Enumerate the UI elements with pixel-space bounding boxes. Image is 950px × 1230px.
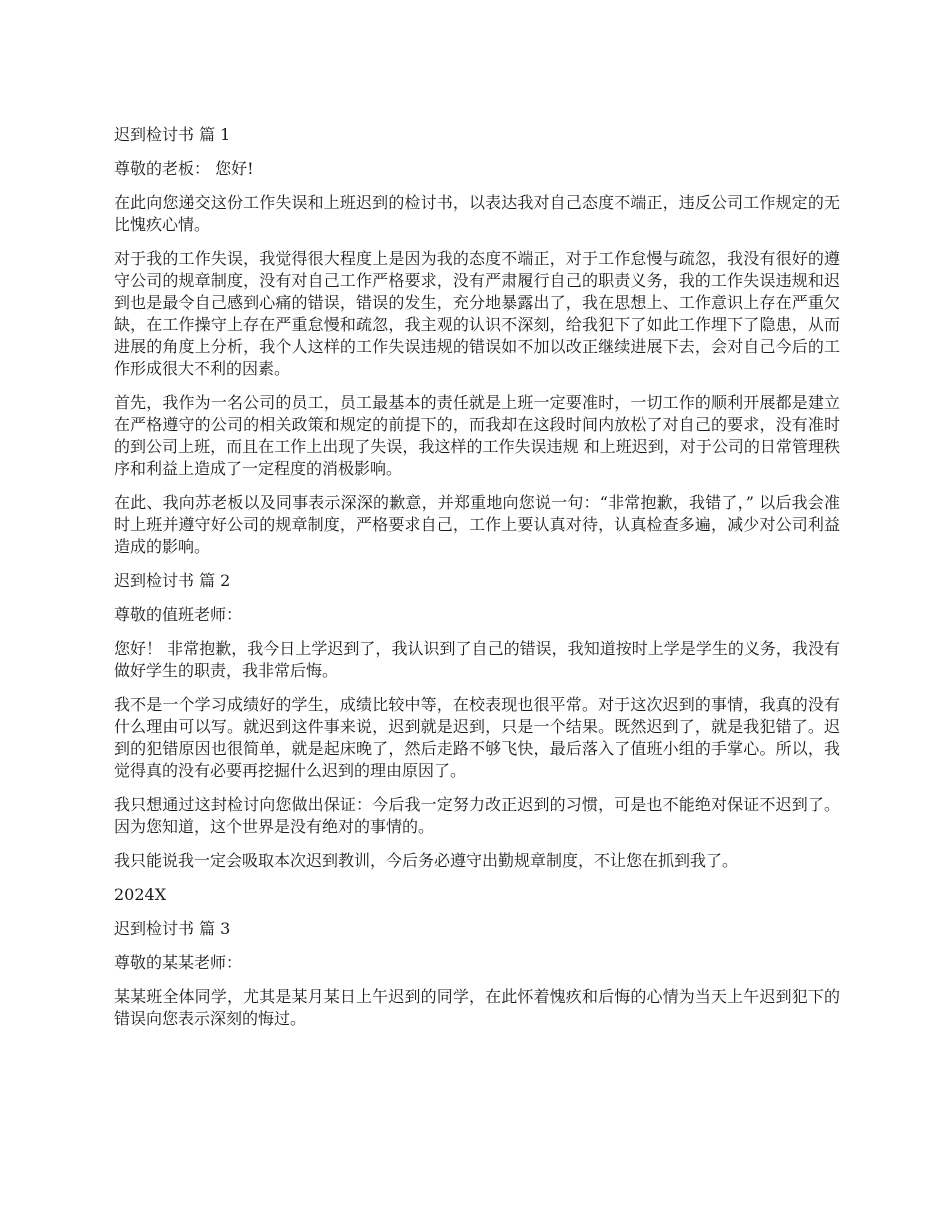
paragraph: 我不是一个学习成绩好的学生，成绩比较中等，在校表现也很平常。对于这次迟到的事情，我真的没有什么理由可以写。就迟到这件事来说，迟到就是迟到，只是一个结果。既然迟到了，就是我犯错了。迟到的犯错原因也很简单，就是起床晚了，然后走路不够飞快，最后落入了值班小组的手掌心。所以，我觉得真的没有必要再挖掘什么迟到的理由原因了。 xyxy=(114,695,840,780)
paragraph: 我只能说我一定会吸取本次迟到教训，今后务必遵守出勤规章制度，不让您在抓到我了。 xyxy=(114,851,739,870)
section-heading-3: 迟到检讨书 篇 3 xyxy=(114,919,231,938)
paragraph: 某某班全体同学，尤其是某月某日上午迟到的同学，在此怀着愧疚和后悔的心情为当天上午迟到犯下的错误向您表示深刻的悔过。 xyxy=(114,987,840,1028)
section-heading-2: 迟到检讨书 篇 2 xyxy=(114,571,231,590)
salutation: 尊敬的某某老师： xyxy=(114,953,243,972)
paragraph: 首先，我作为一名公司的员工，员工最基本的责任就是上班一定要准时，一切工作的顺利开展都是建立在严格遵守的公司的相关政策和规定的前提下的，而我却在这段时间内放松了对自己的要求，没有准时的到公司上班，而且在工作上出现了失误，我这样的工作失误违规 和上班迟到，对于公司的日常管理秩序和利益上造成了一定程度的消极影响。 xyxy=(114,393,840,478)
salutation: 尊敬的值班老师： xyxy=(114,605,243,624)
document-body xyxy=(114,124,840,1042)
paragraph: 在此、我向苏老板以及同事表示深深的歉意，并郑重地向您说一句：“非常抱歉，我错了，” 以后我会准时上班并遵守好公司的规章制度，严格要求自己，工作上要认真对待，认真检查多遍，减少对公司利益造成的影响。 xyxy=(114,493,840,556)
paragraph: 您好！ 非常抱歉，我今日上学迟到了，我认识到了自己的错误，我知道按时上学是学生的义务，我没有做好学生的职责，我非常后悔。 xyxy=(114,639,840,680)
paragraph: 我只想通过这封检讨向您做出保证：今后我一定努力改正迟到的习惯，可是也不能绝对保证不迟到了。因为您知道，这个世界是没有绝对的事情的。 xyxy=(114,795,840,836)
section-heading-1: 迟到检讨书 篇 1 xyxy=(114,125,231,144)
date-line: 2024X xyxy=(114,885,167,904)
paragraph: 在此向您递交这份工作失误和上班迟到的检讨书，以表达我对自己态度不端正，违反公司工作规定的无比愧疚心情。 xyxy=(114,193,840,234)
salutation: 尊敬的老板： 您好! xyxy=(114,159,254,178)
paragraph: 对于我的工作失误，我觉得很大程度上是因为我的态度不端正，对于工作怠慢与疏忽，我没有很好的遵守公司的规章制度，没有对自己工作严格要求，没有严肃履行自己的职责义务，我的工作失误违规和迟到也是最令自己感到心痛的错误，错误的发生，充分地暴露出了，我在思想上、工作意识上存在严重欠缺，在工作操守上存在严重怠慢和疏忽，我主观的认识不深刻，给我犯下了如此工作埋下了隐患，从而进展的角度上分析，我个人这样的工作失误违规的错误如不加以改正继续进展下去，会对自己今后的工作形成很大不利的因素。 xyxy=(114,249,840,378)
